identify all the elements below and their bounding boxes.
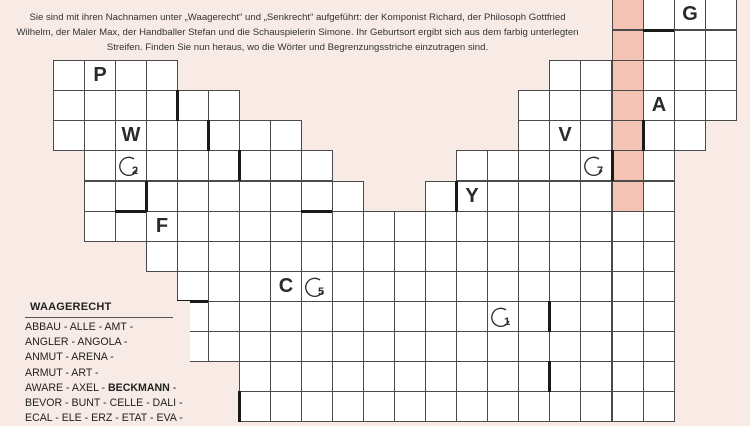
word-list-line: BEVOR - BUNT - CELLE - DALI - (25, 397, 183, 410)
grid-cell[interactable] (487, 150, 519, 181)
grid-cell[interactable] (115, 60, 147, 91)
grid-cell[interactable] (549, 331, 581, 362)
grid-cell[interactable] (270, 120, 302, 151)
grid-cell[interactable] (332, 181, 364, 212)
grid-cell[interactable] (425, 331, 457, 362)
grid-cell[interactable] (518, 361, 550, 392)
highlighted-word: BECKMANN (108, 381, 170, 394)
grid-cell-highlighted[interactable] (612, 90, 644, 121)
grid-cell[interactable] (518, 211, 550, 242)
grid-cell[interactable] (84, 60, 116, 91)
grid-cell[interactable] (643, 241, 675, 272)
grid-cell[interactable] (115, 120, 147, 151)
word-list-title: WAAGERECHT (30, 301, 112, 313)
grid-cell-highlighted[interactable] (612, 30, 644, 61)
grid-cell[interactable] (643, 211, 675, 242)
grid-cell[interactable] (239, 331, 271, 362)
grid-cell[interactable] (239, 120, 271, 151)
grid-cell[interactable] (456, 150, 488, 181)
grid-cell[interactable] (363, 241, 395, 272)
grid-cell[interactable] (208, 181, 240, 212)
grid-cell[interactable] (363, 301, 395, 332)
given-letter: C (278, 275, 294, 297)
grid-cell[interactable] (301, 391, 333, 422)
grid-cell[interactable] (643, 391, 675, 422)
grid-cell[interactable] (456, 361, 488, 392)
grid-cell-highlighted[interactable] (612, 60, 644, 91)
grid-cell[interactable] (301, 181, 333, 212)
marker-number: 2 (132, 165, 139, 177)
given-letter: Y (465, 185, 479, 207)
grid-cell[interactable] (456, 271, 488, 302)
grid-cell[interactable] (518, 120, 550, 151)
grid-cell[interactable] (580, 361, 612, 392)
grid-cell[interactable] (674, 60, 706, 91)
grid-cell[interactable] (612, 391, 644, 422)
given-letter: W (121, 124, 141, 146)
grid-cell[interactable] (270, 271, 302, 302)
grid-cell[interactable] (612, 271, 644, 302)
word-separator-vertical (611, 150, 614, 181)
grid-cell[interactable] (612, 241, 644, 272)
word-list-line: AWARE - AXEL - BECKMANN - (25, 381, 177, 394)
word-separator-vertical (145, 181, 148, 212)
grid-cell[interactable] (425, 181, 457, 212)
word-separator-vertical (642, 120, 645, 151)
grid-cell[interactable] (487, 211, 519, 242)
grid-cell[interactable] (146, 181, 178, 212)
grid-cell[interactable] (425, 271, 457, 302)
given-letter: F (155, 215, 169, 237)
grid-cell[interactable] (332, 391, 364, 422)
grid-cell[interactable] (580, 301, 612, 332)
grid-cell[interactable] (456, 331, 488, 362)
grid-cell[interactable] (301, 241, 333, 272)
grid-cell[interactable] (643, 150, 675, 181)
grid-cell[interactable] (146, 241, 178, 272)
grid-cell[interactable] (705, 90, 737, 121)
grid-cell[interactable] (270, 241, 302, 272)
grid-cell[interactable] (580, 271, 612, 302)
grid-cell[interactable] (612, 301, 644, 332)
marker-number: 1 (504, 316, 511, 328)
grid-cell[interactable] (208, 301, 240, 332)
grid-cell[interactable] (363, 331, 395, 362)
grid-cell[interactable] (363, 361, 395, 392)
grid-cell[interactable] (674, 30, 706, 61)
grid-cell[interactable] (177, 241, 209, 272)
grid-cell[interactable] (518, 241, 550, 272)
grid-cell[interactable] (580, 120, 612, 151)
grid-cell[interactable] (208, 331, 240, 362)
circle-arrow-marker (490, 304, 516, 330)
grid-cell[interactable] (487, 331, 519, 362)
grid-cell[interactable] (53, 120, 85, 151)
word-separator-horizontal (643, 29, 674, 32)
grid-cell[interactable] (146, 120, 178, 151)
grid-cell[interactable] (612, 331, 644, 362)
grid-cell[interactable] (456, 391, 488, 422)
circle-arrow-marker (304, 274, 330, 300)
grid-cell[interactable] (425, 211, 457, 242)
grid-cell[interactable] (208, 271, 240, 302)
grid-cell[interactable] (643, 331, 675, 362)
word-separator-horizontal (301, 210, 332, 213)
word-separator-vertical (548, 301, 551, 332)
grid-cell[interactable] (580, 90, 612, 121)
grid-cell[interactable] (394, 301, 426, 332)
grid-cell[interactable] (518, 391, 550, 422)
grid-cell[interactable] (208, 241, 240, 272)
grid-cell[interactable] (549, 271, 581, 302)
grid-cell[interactable] (332, 241, 364, 272)
circle-arrow-marker (583, 153, 609, 179)
word-separator-vertical (455, 181, 458, 212)
grid-cell[interactable] (270, 301, 302, 332)
grid-cell[interactable] (674, 0, 706, 30)
grid-cell[interactable] (487, 181, 519, 212)
grid-cell[interactable] (146, 60, 178, 91)
grid-cell[interactable] (580, 60, 612, 91)
grid-cell[interactable] (549, 301, 581, 332)
grid-cell[interactable] (674, 120, 706, 151)
grid-cell[interactable] (84, 211, 116, 242)
instructions-text: Sie sind mit ihren Nachnamen unter „Waagerecht“ und „Senkrecht“ aufgeführt: der Komponist Richard, der Philosoph Gottfried Wilhelm, der Maler Max, der Handballer Stefan und die Schauspielerin Simone. Ihr Geburtsort ergibt sich aus dem farbig unterlegten Streifen. Finden Sie nun heraus, wo die Wörter und Begrenzungsstriche einzutragen sind. (16, 12, 579, 54)
grid-cell-highlighted[interactable] (612, 150, 644, 181)
word-list-panel (25, 301, 190, 426)
given-letter: G (682, 3, 698, 25)
grid-cell[interactable] (549, 150, 581, 181)
grid-cell[interactable] (270, 211, 302, 242)
grid-cell[interactable] (705, 60, 737, 91)
grid-cell[interactable] (394, 211, 426, 242)
grid-cell[interactable] (643, 0, 675, 30)
grid-cell[interactable] (518, 90, 550, 121)
grid-cell[interactable] (518, 301, 550, 332)
word-separator-vertical (548, 361, 551, 392)
grid-cell[interactable] (518, 181, 550, 212)
grid-cell[interactable] (146, 211, 178, 242)
grid-cell[interactable] (612, 211, 644, 242)
word-separator-vertical (238, 391, 241, 422)
grid-cell[interactable] (301, 150, 333, 181)
grid-cell[interactable] (549, 181, 581, 212)
grid-cell[interactable] (115, 90, 147, 121)
grid-cell[interactable] (549, 391, 581, 422)
grid-cell[interactable] (518, 150, 550, 181)
grid-cell[interactable] (425, 241, 457, 272)
grid-cell[interactable] (239, 150, 271, 181)
grid-cell-highlighted[interactable] (612, 120, 644, 151)
grid-cell[interactable] (643, 90, 675, 121)
grid-cell[interactable] (456, 211, 488, 242)
grid-cell[interactable] (115, 211, 147, 242)
grid-cell[interactable] (394, 241, 426, 272)
marker-number: 5 (318, 286, 325, 298)
grid-cell[interactable] (549, 60, 581, 91)
grid-cell[interactable] (301, 331, 333, 362)
grid-cell[interactable] (643, 361, 675, 392)
grid-cell[interactable] (580, 331, 612, 362)
grid-cell[interactable] (518, 271, 550, 302)
grid-cell[interactable] (177, 120, 209, 151)
grid-cell[interactable] (301, 211, 333, 242)
grid-cell[interactable] (84, 120, 116, 151)
marker-number: 7 (597, 165, 604, 177)
grid-cell[interactable] (456, 241, 488, 272)
grid-cell[interactable] (177, 271, 209, 302)
grid-cell[interactable] (456, 301, 488, 332)
grid-cell[interactable] (487, 271, 519, 302)
given-letter: V (558, 124, 572, 146)
grid-cell[interactable] (612, 361, 644, 392)
grid-cell[interactable] (518, 331, 550, 362)
grid-cell[interactable] (643, 60, 675, 91)
grid-cell[interactable] (456, 181, 488, 212)
grid-cell[interactable] (394, 271, 426, 302)
grid-cell[interactable] (363, 211, 395, 242)
grid-cell[interactable] (674, 90, 706, 121)
grid-cell[interactable] (84, 150, 116, 181)
grid-cell[interactable] (705, 30, 737, 61)
word-separator-horizontal (115, 210, 146, 213)
grid-cell[interactable] (239, 301, 271, 332)
word-list-divider (25, 317, 173, 318)
grid-cell[interactable] (239, 271, 271, 302)
circle-arrow-marker (118, 153, 144, 179)
grid-cell[interactable] (394, 331, 426, 362)
grid-cell[interactable] (208, 150, 240, 181)
grid-cell[interactable] (580, 181, 612, 212)
grid-cell[interactable] (549, 241, 581, 272)
grid-cell[interactable] (425, 361, 457, 392)
grid-cell[interactable] (487, 241, 519, 272)
grid-cell[interactable] (580, 241, 612, 272)
grid-cell-highlighted[interactable] (612, 181, 644, 212)
grid-cell[interactable] (270, 331, 302, 362)
grid-cell[interactable] (394, 361, 426, 392)
grid-cell[interactable] (425, 301, 457, 332)
grid-cell[interactable] (84, 181, 116, 212)
grid-cell[interactable] (270, 150, 302, 181)
grid-cell[interactable] (705, 0, 737, 30)
word-separator-vertical (207, 120, 210, 151)
grid-cell[interactable] (394, 391, 426, 422)
grid-cell[interactable] (332, 271, 364, 302)
grid-cell[interactable] (239, 181, 271, 212)
grid-cell[interactable] (301, 361, 333, 392)
given-letter: P (93, 64, 107, 86)
grid-cell[interactable] (549, 90, 581, 121)
grid-cell[interactable] (643, 181, 675, 212)
grid-cell[interactable] (239, 241, 271, 272)
word-list-line: ANGLER - ANGOLA - (25, 336, 128, 349)
grid-cell[interactable] (332, 361, 364, 392)
grid-cell[interactable] (239, 361, 271, 392)
word-list-line: ARMUT - ART - (25, 366, 99, 379)
word-separator-vertical (238, 150, 241, 181)
grid-cell[interactable] (270, 391, 302, 422)
word-list-line: ANMUT - ARENA - (25, 351, 114, 364)
grid-cell[interactable] (332, 211, 364, 242)
grid-cell[interactable] (363, 391, 395, 422)
grid-cell[interactable] (177, 181, 209, 212)
grid-cell[interactable] (487, 361, 519, 392)
word-list-line: ECAL - ELE - ERZ - ETAT - EVA - (25, 412, 183, 425)
grid-cell[interactable] (580, 211, 612, 242)
grid-cell[interactable] (332, 331, 364, 362)
grid-cell[interactable] (146, 150, 178, 181)
grid-cell[interactable] (239, 211, 271, 242)
grid-cell[interactable] (84, 90, 116, 121)
grid-cell-highlighted[interactable] (612, 0, 644, 30)
grid-cell[interactable] (643, 271, 675, 302)
grid-cell[interactable] (332, 301, 364, 332)
grid-cell[interactable] (208, 90, 240, 121)
grid-cell[interactable] (487, 391, 519, 422)
grid-cell[interactable] (363, 271, 395, 302)
grid-cell[interactable] (549, 120, 581, 151)
grid-cell[interactable] (115, 181, 147, 212)
grid-cell[interactable] (177, 90, 209, 121)
grid-cell[interactable] (177, 150, 209, 181)
grid-cell[interactable] (643, 30, 675, 61)
grid-cell[interactable] (643, 120, 675, 151)
grid-cell[interactable] (53, 60, 85, 91)
grid-cell[interactable] (270, 181, 302, 212)
grid-cell[interactable] (177, 211, 209, 242)
grid-cell[interactable] (208, 120, 240, 151)
grid-cell[interactable] (549, 211, 581, 242)
word-separator-vertical (176, 90, 179, 121)
grid-cell[interactable] (146, 90, 178, 121)
word-list (25, 320, 190, 426)
grid-cell[interactable] (301, 301, 333, 332)
grid-cell[interactable] (643, 301, 675, 332)
grid-cell[interactable] (549, 361, 581, 392)
word-list-line: ABBAU - ALLE - AMT - (25, 321, 134, 333)
grid-cell[interactable] (270, 361, 302, 392)
grid-cell[interactable] (580, 391, 612, 422)
grid-cell[interactable] (208, 211, 240, 242)
grid-cell[interactable] (425, 391, 457, 422)
grid-cell[interactable] (53, 90, 85, 121)
grid-cell[interactable] (239, 391, 271, 422)
given-letter: A (651, 94, 667, 116)
